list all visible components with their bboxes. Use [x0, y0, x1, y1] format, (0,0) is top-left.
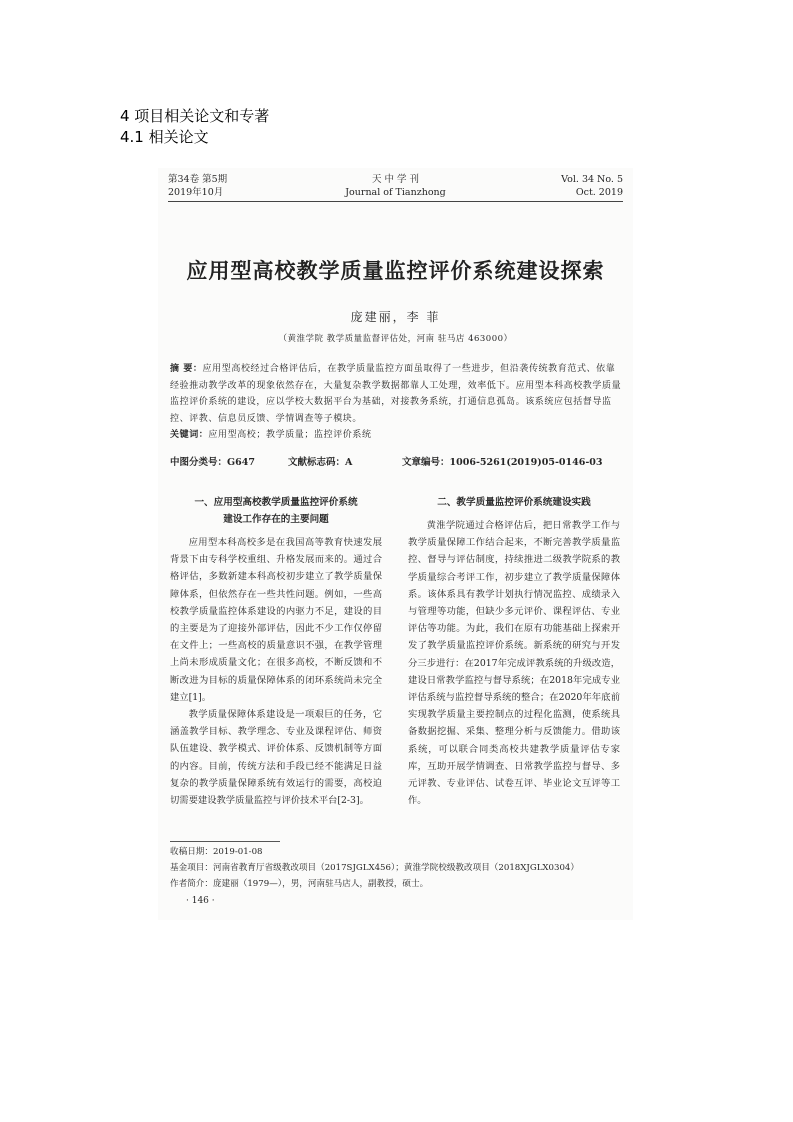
abstract-text: 应用型高校经过合格评估后，在教学质量监控方面虽取得了一些进步，但沿袭传统教育范式、依靠经验推动教学改革的现象依然存在，大量复杂教学数据都靠人工处理，效率低下。应用型本科高校教学质量监控评价系统的建设，应以学校大数据平台为基础，对接教务系统，打通信息孤岛。该系统应包括督导监控、评教、信息员反馈、学情调查等子模块。	[170, 364, 622, 424]
left-column	[170, 494, 382, 809]
right-paragraph: 黄淮学院通过合格评估后，把日常教学工作与教学质量保障工作结合起来，不断完善教学质量监控、督导与评估制度，持续推进二级教学院系的教学质量综合考评工作，初步建立了教学质量保障体系。该体系具有教学计划执行情况监控、成绩录入与管理等功能，但缺少多元评价、课程评估、专业评估等功能。为此，我们在原有功能基础上探索开发了教学质量监控评价系统。新系统的研究与开发分三步进行：在2017年完成评教系统的升级改造，建设日常教学监控与督导系统；在2018年完成专业评估系统与监控督导系统的整合；在2020年年底前实现教学质量主要控制点的过程化监测，使系统具备数据挖掘、采集、整理分析与反馈能力。借助该系统，可以联合同类高校共建教学质量评估专家库，互助开展学情调查、日常教学监控与督导、多元评教、专业评估、试卷互评、毕业论文互评等工作。	[408, 520, 620, 807]
author-bio: 作者简介：庞建丽（1979—），男，河南驻马店人，副教授，硕士。	[170, 879, 429, 889]
header-rule	[168, 201, 623, 202]
journal-date-en: Oct. 2019	[575, 187, 623, 198]
left-heading-line2: 建设工作存在的主要问题	[223, 514, 329, 525]
received-date: 收稿日期：2019-01-08	[170, 847, 263, 857]
journal-vol-issue-en: Vol. 34 No. 5	[561, 174, 623, 185]
abstract	[170, 361, 622, 444]
paper-scan	[158, 168, 633, 920]
keywords-label: 关键词：	[170, 430, 209, 440]
journal-date-cn: 2019年10月	[168, 187, 224, 198]
footnote-rule	[170, 841, 280, 842]
abstract-body	[170, 361, 622, 427]
article-title: 应用型高校教学质量监控评价系统建设探索	[186, 258, 605, 283]
left-paragraph: 教学质量保障体系建设是一项艰巨的任务，它涵盖教学目标、教学理念、专业及课程评估、师资队伍建设、教学模式、评价体系、反馈机制等方面的内容。目前，传统方法和手段已经不能满足日益复杂的教学质量保障系统有效运行的需要，高校迫切需要建设教学质量监控与评价技术平台[2-3]。	[170, 709, 382, 807]
left-heading-line1: 一、应用型高校教学质量监控评价系统	[194, 497, 358, 508]
subsection-heading: 4.1 相关论文	[120, 128, 209, 146]
keywords	[170, 427, 622, 444]
clc-number: 中图分类号：G647	[170, 457, 255, 468]
journal-name-cn: 天 中 学 刊	[371, 174, 420, 185]
left-paragraph: 应用型本科高校多是在我国高等教育快速发展背景下由专科学校重组、升格发展而来的。通过合格评估，多数新建本科高校初步建立了教学质量保障体系，但依然存在一些共性问题。例如，一些高校教学质量监控体系建设的内驱力不足，建设的目的主要是为了迎接外部评估，因此不少工作仅停留在文件上；一些高校的质量意识不强，在教学管理上尚未形成质量文化；在很多高校，不断反馈和不断改进为目标的质量保障体系的闭环系统尚未完全建立[1]。	[170, 537, 382, 703]
left-section-heading	[170, 494, 382, 528]
page-number: · 146 ·	[186, 896, 215, 906]
article-number: 文章编号：1006-5261(2019)05-0146-03	[402, 457, 603, 468]
abstract-label: 摘 要：	[170, 364, 203, 374]
right-column	[408, 494, 620, 809]
journal-header-right	[561, 173, 623, 199]
article-affiliation: （黄淮学院 教学质量监督评估处，河南 驻马店 463000）	[278, 334, 513, 344]
section-heading: 4 项目相关论文和专著	[120, 107, 270, 125]
journal-name-en: Journal of Tianzhong	[345, 187, 446, 198]
keywords-text: 应用型高校；教学质量；监控评价系统	[208, 430, 372, 440]
right-section-heading: 二、教学质量监控评价系统建设实践	[437, 497, 591, 508]
journal-vol-issue-cn: 第34卷 第5期	[168, 174, 228, 185]
fund-info: 基金项目：河南省教育厅省级教改项目（2017SJGLX456）；黄淮学院校级教改项目（2018XJGLX0304）	[170, 863, 579, 873]
article-authors: 庞建丽，李 菲	[350, 310, 441, 324]
document-code: 文献标志码：A	[288, 457, 353, 468]
